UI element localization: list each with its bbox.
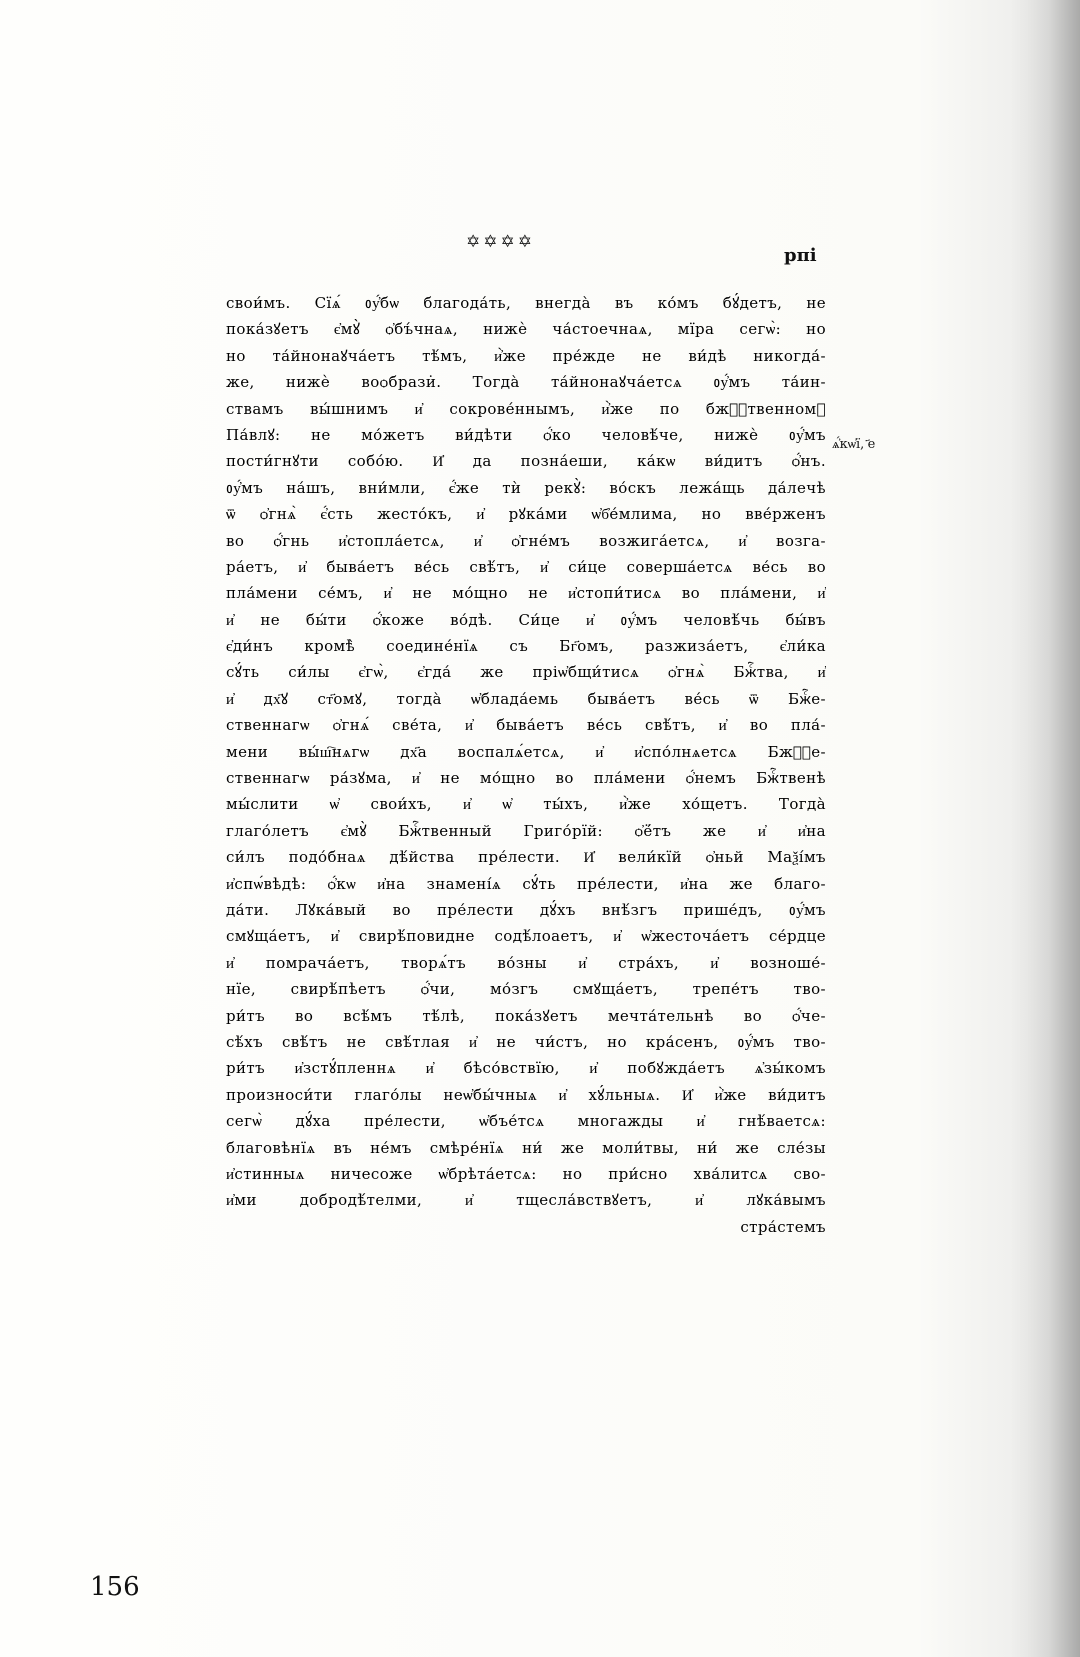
text-line: си́лъ подо́бнаѧ дѣ́йства пре́лести. И҆ вели́кїй ѻ҆ньй Маѯі́мъ: [226, 848, 826, 867]
church-slavonic-text: [226, 290, 826, 1240]
text-line: ѿ ѻ҆гнѧ̀ є҆́сть жесто́къ, и҆ рꙋка́ми ѡ҆б҆е́млима, но вве́рженъ: [226, 505, 826, 524]
text-line: пости́гнꙋти собо́ю. И҆ да позна́еши, ка́кѡ ви́дитъ ѻ҆́нъ.: [226, 452, 826, 471]
text-line: во ѻ҆́гнь и҆стопла́етсѧ, и҆ ѻ҆гне́мъ возжига́етсѧ, и҆ возга-: [226, 531, 826, 550]
text-line: смꙋща́етъ, и҆ свирѣ́повидне содѣ́лоаетъ, и҆ ѡ҆жесточа́етъ се́рдце: [226, 927, 826, 946]
text-line: и҆стинныѧ ничесоже ѡ҆брѣта́етсѧ: но при́сно хва́литсѧ сво-: [226, 1164, 826, 1183]
text-line: и҆ дх҃ꙋ ст҃омꙋ, тогда̀ ѡ҆блада́емь быва́етъ ве́сь ѿ Бжⷭ҇е-: [226, 689, 826, 708]
text-line: ᲂу҆́мъ на́шъ, вни́мли, є҆́же тѝ рекꙋ̀: во́скъ лежа́щь да́лечѣ: [226, 478, 826, 497]
text-line: благовѣнїѧ въ не́мъ смѣре́нїѧ ни́ же моли́твы, ни́ же сле́зы: [226, 1138, 826, 1157]
text-line: ственнагѡ ѻ҆гнѧ́ све́та, и҆ быва́етъ ве́сь свѣ́тъ, и҆ во пла́-: [226, 716, 826, 735]
text-line: мени вы́ш҇нѧгѡ дх҃а воспалѧ́етсѧ, и҆ и҆спо́лнѧетсѧ Бжⷭ҇е-: [226, 742, 826, 761]
text-line: є҆ди́нъ кромѣ̀ соедине́нїѧ съ Бг҃омъ, разжиза́етъ, є҆ли́ка: [226, 637, 826, 656]
text-line: нїе, свирѣ́пѣетъ ѻ҆́чи, мо́згъ смꙋща́етъ, трепе́тъ тво-: [226, 980, 826, 999]
text-line: и҆ помрача́етъ, творѧ́тъ во́зны и҆ стра́хъ, и҆ возноше́-: [226, 953, 826, 972]
page-edge-shadow: [1010, 0, 1080, 1657]
text-line: мы́слити ѡ҆ свои́хъ, и҆ ѡ҆ ты́хъ, и҆̀же хо́щетъ. Тогда̀: [226, 795, 826, 814]
text-line: сегѡ̀ дꙋ́ха пре́лести, ѡ҆бъе́тсѧ многажды и҆ гнѣ́ваетсѧ:: [226, 1112, 826, 1131]
text-line: же, нижѐ воѻбрази̇. Тогда̀ та́йнонаꙋча́етсѧ ᲂу҆́мъ та́ин-: [226, 373, 826, 392]
text-line: ственнагѡ ра́зꙋма, и҆ не мо́щно во пла́мени ѻ҆́немъ Бжⷭ҇твенѣ: [226, 769, 826, 788]
text-line: но та́йнонаꙋча́етъ тѣ́мъ, и҆̀же пре́жде не ви́дѣ никогда́-: [226, 346, 826, 365]
text-line: ра́етъ, и҆ быва́етъ ве́сь свѣ́тъ, и҆ си́це соверша́етсѧ ве́сь во: [226, 557, 826, 576]
text-line: глаго́летъ є҆мꙋ̀ Бжⷭ҇твенный Григо́рїй: ѻ҆ё́тъ же и҆ и҆на: [226, 821, 826, 840]
text-line: Па́влꙋ: не мо́жетъ ви́дѣти ѻ҆́ко человѣ́че, нижѐ ᲂу҆́мъ: [226, 425, 826, 444]
text-line: сꙋ́ть си́лы є҆гѡ̀, є҆гда́ же пріѡ҆бщи́тисѧ ѻ҆гнѧ̀ Бжⷭ҇тва, и҆: [226, 663, 826, 682]
text-line: ствамъ вы́шнимъ и҆ сокрове́ннымъ, и҆̀же по бжⷭ҇твенномꙋ: [226, 399, 826, 418]
text-line: ри́тъ во всѣ́мъ тѣ́лѣ, пока́зꙋетъ мечта́тельнѣ во ѻ҆́че-: [226, 1006, 826, 1025]
text-line: пла́мени се́мъ, и҆ не мо́щно не и҆стопи́тисѧ во пла́мени, и҆: [226, 584, 826, 603]
page-number: 156: [90, 1572, 140, 1602]
text-line: и҆спѡ́вѣдѣ: ѻ҆́кѡ и҆на знамені́ѧ сꙋ́ть пре́лести, и҆на же благо-: [226, 874, 826, 893]
header-ornament: ✡✡✡✡: [466, 232, 535, 252]
text-line: и҆ми добродѣ́телми, и҆ тщесла́вствꙋетъ, и҆ лꙋка́вымъ: [226, 1191, 826, 1210]
text-line: сѣ́хъ свѣ́тъ не свѣ́тлая и҆ не чи́стъ, но кра́сенъ, ᲂу҆́мъ тво-: [226, 1032, 826, 1051]
text-line: ри́тъ и҆зстꙋ́пленнѧ и҆ бѣсо́вствїю, и҆ побꙋжда́етъ ѧ҆зы́комъ: [226, 1059, 826, 1078]
text-line: да́ти. Лꙋка́вый во пре́лести дꙋ́хъ внѣ́згъ прише́дъ, ᲂу҆́мъ: [226, 900, 826, 919]
folio-number: рпі: [784, 245, 817, 266]
text-line: свои́мъ. Сїѧ́ ᲂу҆́бѡ благода́ть, внегда̀ въ ко́мъ бꙋ́детъ, не: [226, 294, 826, 312]
text-line: произноси́ти глаго́лы неѡ҆бы́чныѧ и҆ хꙋ́льныѧ. И҆ и҆̀же ви́дитъ: [226, 1085, 826, 1104]
text-line: пока́зꙋетъ є҆мꙋ̀ ѻ҆бъ́чнаѧ, нижѐ ча́стоечнаѧ, мїра сегѡ̀: но: [226, 320, 826, 339]
text-line: стра́стемъ: [740, 1217, 826, 1236]
margin-note: ѧ҆́кѡ҆ї, ҃е: [832, 437, 876, 452]
text-line: и҆ не бы́ти ѻ҆́коже во́дѣ. Си́це и҆ ᲂу҆́мъ человѣ́чь бы́въ: [226, 610, 826, 629]
